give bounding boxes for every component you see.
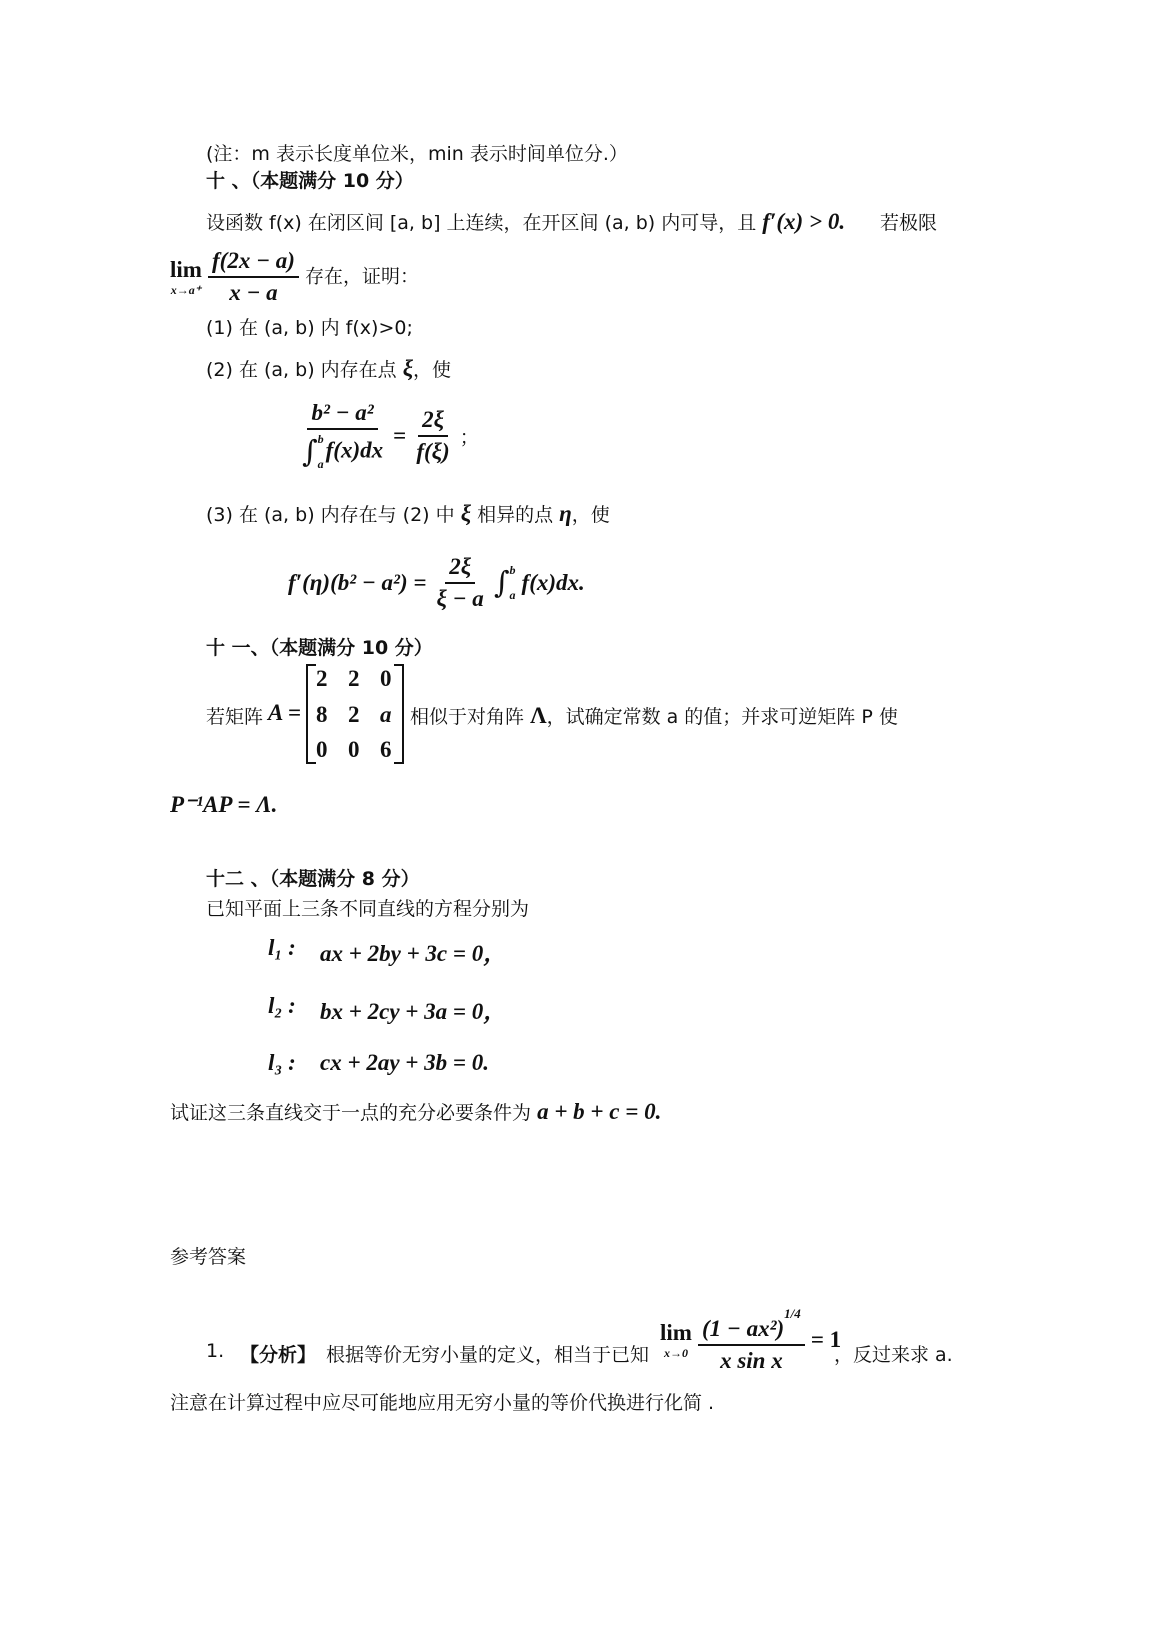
q10-part2 [206, 355, 451, 382]
line-l3-equation: cx + 2ay + 3b = 0. [320, 1050, 489, 1075]
int2-upper: b [509, 563, 516, 577]
lim-word: lim [170, 256, 202, 282]
q11-heading: 十 一、（本题满分 10 分） [206, 637, 433, 659]
xi-symbol-2: ξ [460, 501, 472, 526]
answer-1-text: 根据等价无穷小量的定义，相当于已知 [326, 1344, 650, 1366]
eq1-right-numerator: 2ξ [418, 407, 448, 437]
matrix-cell: 0 [380, 666, 392, 691]
answer-1-number: 1. [206, 1340, 225, 1362]
matrix-cell: a [380, 702, 392, 727]
q11-post1: 相似于对角阵 [410, 706, 525, 728]
integral-sign-icon-2: ∫ [493, 565, 510, 601]
q10-equation-1 [298, 400, 479, 472]
q10-part3-text: (3) 在 (a, b) 内存在与 (2) 中 [206, 504, 455, 526]
limit-denominator: x − a [229, 280, 278, 305]
a1-lim-subscript: x→0 [663, 1345, 688, 1360]
matrix-cell: 6 [380, 737, 392, 762]
matrix-right-bracket [394, 664, 404, 764]
answer-1-limit [660, 1306, 841, 1374]
limit-after-text: 存在，证明： [304, 265, 419, 288]
q10-equation-2 [288, 554, 585, 612]
int2-lower: a [509, 588, 516, 602]
eq2-left: f′(η)(b² − a²) = [288, 570, 427, 595]
q11-post [410, 702, 898, 729]
q10-limit-expression [170, 248, 419, 306]
a1-equals: = 1 [810, 1327, 842, 1352]
a1-lim-word: lim [660, 1319, 692, 1345]
eta-symbol: η [559, 501, 572, 526]
matrix-cell: 2 [348, 702, 360, 727]
q10-condition: f′(x) > 0. [762, 209, 846, 234]
q10-part2-text: (2) 在 (a, b) 内存在点 [206, 359, 397, 381]
note-line: (注：m 表示长度单位米，min 表示时间单位分.） [206, 143, 628, 165]
q12-prove [170, 1098, 661, 1125]
eq1-right-denominator: f(ξ) [416, 439, 450, 464]
q12-prove-text: 试证这三条直线交于一点的充分必要条件为 [170, 1102, 532, 1124]
q12-prove-equation: a + b + c = 0. [537, 1099, 662, 1124]
matrix-left-bracket [306, 664, 316, 764]
q11-A-equals: A = [268, 700, 301, 725]
q10-part3 [206, 500, 610, 527]
integral-sign-icon: ∫ [302, 434, 318, 470]
int-upper: b [317, 432, 324, 446]
matrix-cell: 0 [348, 737, 360, 762]
q10-part3-mid: 相异的点 [477, 504, 554, 526]
q12-heading: 十二 、（本题满分 8 分） [206, 868, 420, 890]
answers-heading: 参考答案 [170, 1246, 247, 1268]
eq2-numerator: 2ξ [445, 554, 475, 584]
eq2-denominator: ξ − a [436, 586, 484, 611]
line-l1-label: l₁ : [268, 935, 296, 960]
a1-denominator: x sin x [720, 1348, 783, 1373]
q11-equation: P⁻¹AP = Λ. [170, 792, 278, 817]
a1-exponent: 1/4 [784, 1306, 801, 1321]
a1-numerator: (1 − ax²) [702, 1316, 785, 1341]
line-l2-label: l₂ : [268, 993, 296, 1018]
lim-subscript: x→a⁺ [170, 282, 202, 297]
q12-intro: 已知平面上三条不同直线的方程分别为 [206, 898, 530, 920]
q10-stmt-text: 设函数 f(x) 在闭区间 [a, b] 上连续，在开区间 (a, b) 内可导，且 [206, 212, 757, 234]
q11-pre: 若矩阵 [206, 706, 264, 728]
q10-part2-after: ，使 [413, 359, 452, 381]
matrix-cell: 2 [316, 666, 328, 691]
answer-1-tag: 【分析】 [240, 1344, 317, 1366]
eq1-denominator: f(x)dx [325, 437, 384, 463]
int-lower: a [317, 457, 324, 471]
q10-heading: 十 、（本题满分 10 分） [206, 170, 414, 192]
lambda-symbol: Λ [530, 703, 547, 728]
matrix-cell: 2 [348, 666, 360, 691]
matrix-cell: 0 [316, 737, 328, 762]
answer-1-line2: 注意在计算过程中应尽可能地应用无穷小量的等价代换进行化简 . [170, 1392, 715, 1414]
matrix-cell: 8 [316, 702, 328, 727]
q10-part3-after: ，使 [571, 504, 610, 526]
line-l2-equation: bx + 2cy + 3a = 0， [320, 999, 507, 1024]
matrix-A [306, 664, 404, 764]
q11-post2: ，试确定常数 a 的值；并求可逆矩阵 P 使 [546, 706, 898, 728]
eq1-end: ； [459, 426, 479, 449]
eq1-equals: = [393, 423, 407, 448]
limit-numerator: f(2x − a) [208, 248, 299, 278]
line-l1-equation: ax + 2by + 3c = 0， [320, 941, 507, 966]
q10-tail: 若极限 [880, 212, 938, 234]
eq2-right: f(x)dx. [521, 570, 585, 595]
xi-symbol: ξ [402, 356, 414, 381]
answer-1-after: ，反过来求 a. [834, 1344, 953, 1366]
eq1-numerator: b² − a² [307, 400, 377, 430]
line-l3-label: l₃ : [268, 1050, 296, 1075]
q10-part1: (1) 在 (a, b) 内 f(x)>0; [206, 317, 413, 339]
q10-statement [206, 208, 845, 235]
